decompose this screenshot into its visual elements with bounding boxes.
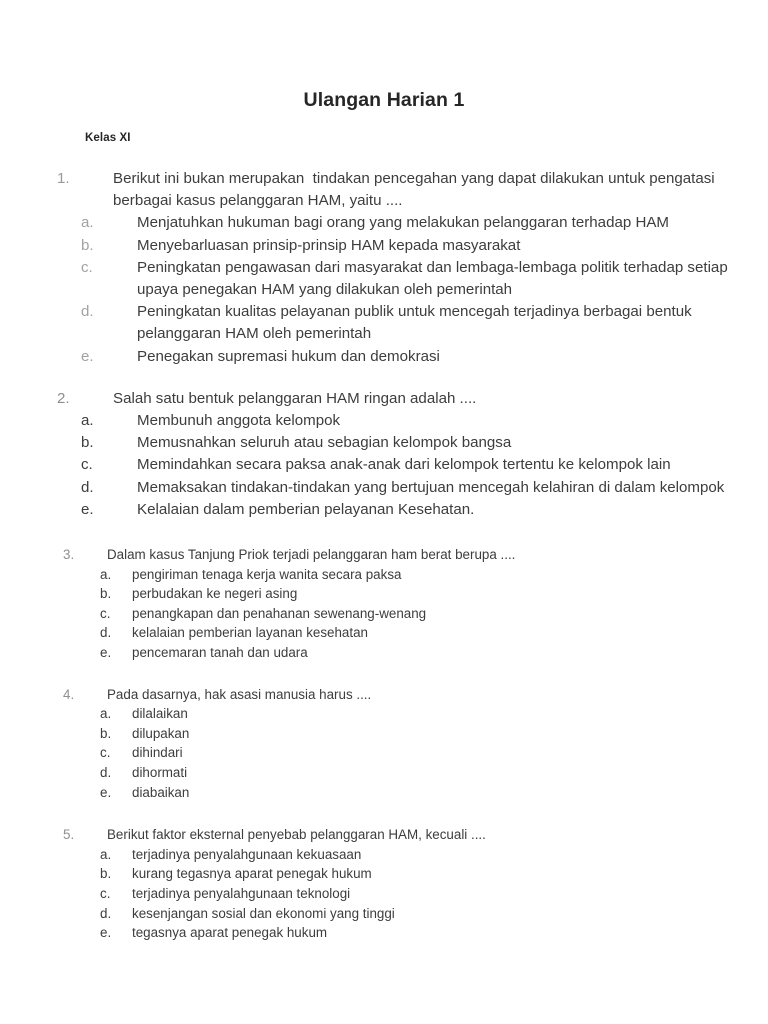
option-item[interactable] (0, 410, 768, 432)
option-marker: c. (100, 605, 111, 621)
option-text: Membunuh anggota kelompok (137, 412, 341, 430)
option-marker: b. (81, 434, 94, 452)
option-item[interactable] (0, 584, 768, 604)
option-marker: a. (81, 412, 94, 430)
question-heading (0, 825, 768, 845)
question-heading (0, 168, 768, 212)
option-text: dilupakan (132, 725, 190, 741)
option-item[interactable] (0, 346, 768, 368)
option-marker: e. (81, 500, 94, 518)
page-title: Ulangan Harian 1 (303, 89, 465, 111)
option-list (0, 704, 768, 802)
option-text: Penegakan supremasi hukum dan demokrasi (137, 347, 440, 365)
question-item (0, 144, 768, 368)
question-number: 4. (63, 686, 75, 702)
option-text: Peningkatan pengawasan dari masyarakat dan lembaga-lembaga politik terhadap setiap upaya penegakan HAM yang dilakukan oleh pemerintah (137, 258, 732, 299)
option-item[interactable] (0, 923, 768, 943)
option-text: kesenjangan sosial dan ekonomi yang tinggi (132, 905, 395, 921)
option-marker: c. (100, 745, 111, 761)
option-text: Menjatuhkan hukuman bagi orang yang melakukan pelanggaran terhadap HAM (137, 214, 669, 232)
option-marker: d. (100, 764, 112, 780)
question-heading (0, 685, 768, 705)
question-list (0, 144, 768, 943)
option-marker: a. (100, 846, 112, 862)
option-item[interactable] (0, 743, 768, 763)
option-marker: d. (100, 625, 112, 641)
question-number: 1. (57, 170, 70, 187)
option-marker: c. (100, 885, 111, 901)
question-number: 5. (63, 827, 75, 843)
option-item[interactable] (0, 904, 768, 924)
option-text: Memindahkan secara paksa anak-anak dari kelompok tertentu ke kelompok lain (137, 456, 671, 474)
option-text: diabaikan (132, 784, 190, 800)
option-item[interactable] (0, 301, 768, 345)
option-text: penangkapan dan penahanan sewenang-wenang (132, 605, 427, 621)
question-item (0, 521, 768, 663)
option-text: kurang tegasnya aparat penegak hukum (132, 866, 372, 882)
option-marker: a. (100, 706, 112, 722)
option-text: terjadinya penyalahgunaan kekuasaan (132, 846, 362, 862)
option-list (0, 212, 768, 367)
option-marker: d. (81, 478, 94, 496)
option-list (0, 410, 768, 521)
option-item[interactable] (0, 499, 768, 521)
option-marker: b. (81, 236, 94, 254)
option-text: dihormati (132, 764, 188, 780)
option-item[interactable] (0, 257, 768, 301)
option-marker: b. (100, 725, 112, 741)
option-marker: a. (100, 566, 112, 582)
option-item[interactable] (0, 763, 768, 783)
option-text: Menyebarluasan prinsip-prinsip HAM kepada masyarakat (137, 236, 521, 254)
class-label: Kelas XI (85, 132, 131, 144)
option-list (0, 845, 768, 943)
option-marker: e. (81, 347, 94, 365)
option-text: pengiriman tenaga kerja wanita secara paksa (132, 566, 402, 582)
option-text: dihindari (132, 745, 183, 761)
option-text: perbudakan ke negeri asing (132, 586, 298, 602)
option-marker: c. (81, 258, 93, 276)
option-item[interactable] (0, 432, 768, 454)
option-item[interactable] (0, 643, 768, 663)
question-item (0, 802, 768, 943)
question-text: Pada dasarnya, hak asasi manusia harus .... (107, 686, 372, 702)
option-marker: d. (100, 905, 112, 921)
option-marker: e. (100, 925, 112, 941)
option-text: pencemaran tanah dan udara (132, 645, 308, 661)
option-text: kelalaian pemberian layanan kesehatan (132, 625, 368, 641)
option-item[interactable] (0, 884, 768, 904)
question-number: 3. (63, 547, 75, 563)
option-text: Kelalaian dalam pemberian pelayanan Kesehatan. (137, 500, 475, 518)
option-item[interactable] (0, 454, 768, 476)
option-text: terjadinya penyalahgunaan teknologi (132, 885, 351, 901)
option-marker: a. (81, 214, 94, 232)
option-marker: b. (100, 866, 112, 882)
question-number: 2. (57, 389, 70, 407)
option-item[interactable] (0, 212, 768, 234)
option-marker: c. (81, 456, 93, 474)
question-text: Berikut faktor eksternal penyebab pelanggaran HAM, kecuali .... (107, 827, 486, 843)
question-text: Dalam kasus Tanjung Priok terjadi pelanggaran ham berat berupa .... (107, 547, 516, 563)
option-item[interactable] (0, 724, 768, 744)
option-item[interactable] (0, 235, 768, 257)
option-item[interactable] (0, 623, 768, 643)
option-item[interactable] (0, 845, 768, 865)
option-text: dilalaikan (132, 706, 188, 722)
question-heading (0, 545, 768, 565)
option-item[interactable] (0, 704, 768, 724)
option-item[interactable] (0, 477, 768, 499)
option-marker: e. (100, 645, 112, 661)
question-item (0, 663, 768, 803)
question-heading (0, 388, 768, 410)
option-item[interactable] (0, 565, 768, 585)
option-text: Peningkatan kualitas pelayanan publik untuk mencegah terjadinya berbagai bentuk pelanggaran HAM oleh pemerintah (137, 303, 696, 343)
option-marker: e. (100, 784, 112, 800)
option-text: Memaksakan tindakan-tindakan yang bertujuan mencegah kelahiran di dalam kelompok (137, 478, 725, 496)
question-item (0, 368, 768, 521)
option-marker: b. (100, 586, 112, 602)
option-list (0, 565, 768, 663)
question-text: Berikut ini bukan merupakan tindakan pencegahan yang dapat dilakukan untuk pengatasi berbagai kasus pelanggaran HAM, yaitu .... (113, 170, 719, 210)
option-text: tegasnya aparat penegak hukum (132, 925, 328, 941)
option-item[interactable] (0, 604, 768, 624)
question-text: Salah satu bentuk pelanggaran HAM ringan adalah .... (113, 389, 477, 407)
option-marker: d. (81, 303, 94, 321)
option-item[interactable] (0, 864, 768, 884)
option-item[interactable] (0, 783, 768, 803)
option-text: Memusnahkan seluruh atau sebagian kelompok bangsa (137, 434, 512, 452)
